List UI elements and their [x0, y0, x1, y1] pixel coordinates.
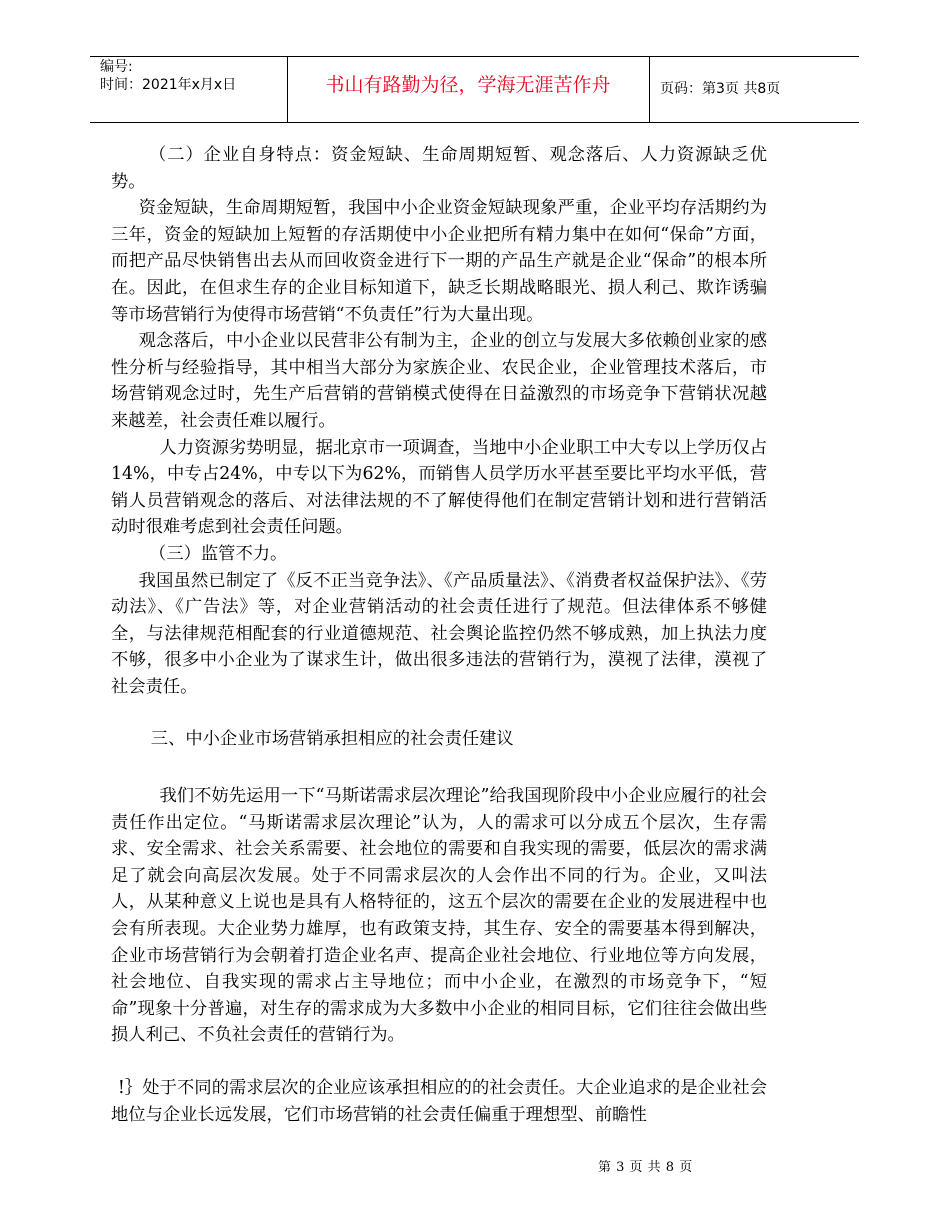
header-page-indicator: 页码：第3页 共8页: [660, 81, 781, 97]
date-label: 时间：2021年x月x日: [100, 77, 237, 93]
paragraph-maslow-theory: 我们不妨先运用一下“马斯诺需求层次理论”给我国现阶段中小企业应履行的社会责任作出定位。“马斯诺需求层次理论”认为，人的需求可以分成五个层次，生存需求、安全需求、社会关系需要、社会地位的需要和自我实现的需要，低层次的需求满足了就会向高层次发展。处于不同需求层次的人会作出不同的行为。企业，又叫法人，从某种意义上说也是具有人格特征的，这五个层次的需要在企业的发展进程中也会有所表现。大企业势力雄厚，也有政策支持，其生存、安全的需要基本得到解决，企业市场营销行为会朝着打造企业名声、提高企业社会地位、行业地位等方向发展，社会地位、自我实现的需求占主导地位；而中小企业，在激烈的市场竞争下，“短命”现象十分普遍，对生存的需求成为大多数中小企业的相同目标，它们往往会做出些损人利己、不负社会责任的营销行为。: [111, 786, 767, 1046]
paragraph-different-levels: !｝处于不同的需求层次的企业应该承担相应的的社会责任。大企业追求的是企业社会地位与企业长远发展，它们市场营销的社会责任偏重于理想型、前瞻性: [111, 1078, 767, 1125]
header-bottom-rule: [90, 122, 859, 123]
section-heading-three: 三、中小企业市场营销承担相应的社会责任建议: [150, 729, 514, 750]
document-body: [111, 142, 767, 1128]
header-motto: 书山有路勤为径，学海无涯苦作舟: [325, 74, 611, 96]
paragraph-legal-framework: 我国虽然已制定了《反不正当竞争法》、《产品质量法》、《消费者权益保护法》、《劳动法》、《广告法》等，对企业营销活动的社会责任进行了规范。但法律体系不够健全，与法律规范相配套的行业道德规范、社会舆论监控仍然不够成熟，加上执法力度不够，很多中小企业为了谋求生计，做出很多违法的营销行为，漠视了法律，漠视了社会责任。: [111, 570, 767, 697]
footer-page-number: 第 3 页 共 8 页: [598, 1160, 693, 1175]
serial-number-label: 编号:: [100, 59, 133, 75]
paragraph-capital-shortage: 资金短缺，生命周期短暂，我国中小企业资金短缺现象严重，企业平均存活期约为三年，资金的短缺加上短暂的存活期使中小企业把所有精力集中在如何“保命”方面，而把产品尽快销售出去从而回收资金进行下一期的产品生产就是企业“保命”的根本所在。因此，在但求生存的企业目标知道下，缺乏长期战略眼光、损人利己、欺诈诱骗等市场营销行为使得市场营销“不负责任”行为大量出现。: [111, 198, 767, 325]
header-divider-right: [649, 56, 650, 122]
paragraph-human-resources: 人力资源劣势明显，据北京市一项调查，当地中小企业职工中大专以上学历仅占14%，中专占24%，中专以下为62%，而销售人员学历水平甚至要比平均水平低，营销人员营销观念的落后、对法律法规的不了解使得他们在制定营销计划和进行营销活动时很难考虑到社会责任问题。: [111, 437, 767, 538]
subheading-weak-supervision: （三）监管不力。: [149, 543, 288, 564]
header-meta: [100, 58, 236, 94]
paragraph-outdated-concepts: 观念落后，中小企业以民营非公有制为主，企业的创立与发展大多依赖创业家的感性分析与经验指导，其中相当大部分为家族企业、农民企业，企业管理技术落后，市场营销观念过时，先生产后营销的营销模式使得在日益激烈的市场竞争下营销状况越来越差，社会责任难以履行。: [111, 331, 767, 431]
subheading-enterprise-features: （二）企业自身特点：资金短缺、生命周期短暂、观念落后、人力资源缺乏优势。: [111, 145, 767, 192]
header-top-rule: [90, 56, 859, 57]
